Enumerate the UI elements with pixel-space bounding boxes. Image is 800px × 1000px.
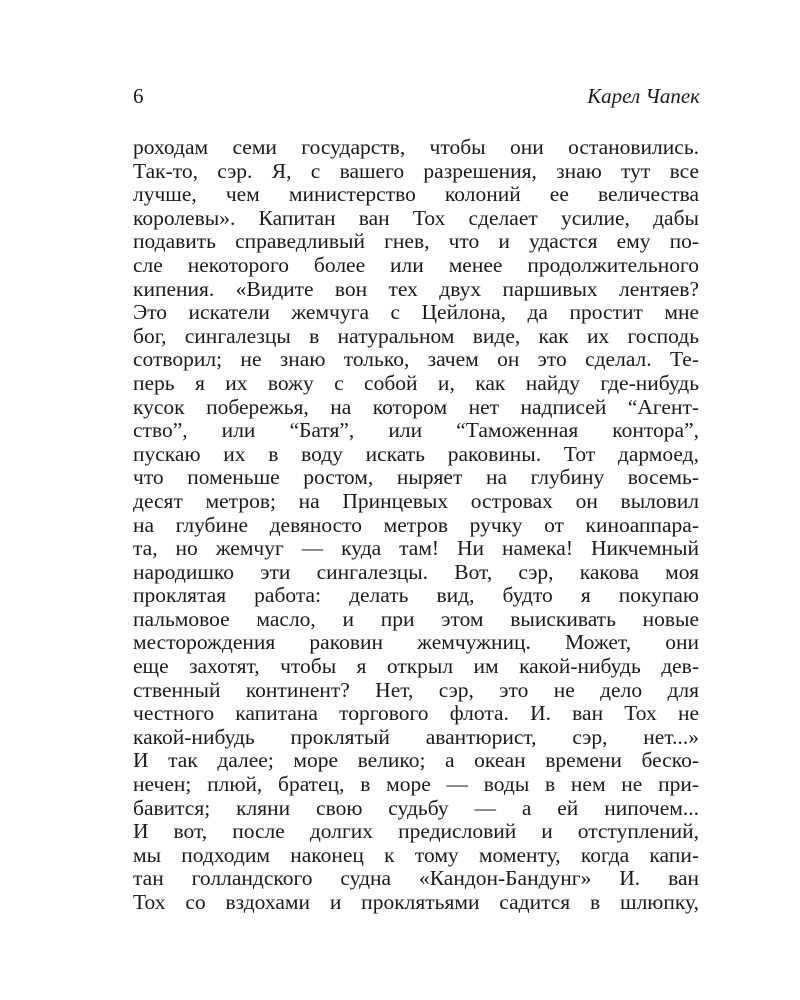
text-line: десят метров; на Принцевых островах он выловил	[133, 488, 699, 513]
text-line: та, но жемчуг — куда там! Ни намека! Никчемный	[133, 536, 699, 561]
text-line: на глубине девяносто метров ручку от киноаппара-	[133, 512, 699, 537]
text-line: бог, сингалезцы в натуральном виде, как их господь	[133, 323, 699, 348]
text-line: королевы». Капитан ван Тох сделает усилие, дабы	[133, 205, 699, 230]
text-line: кипения. «Видите вон тех двух паршивых лентяев?	[133, 276, 699, 301]
text-line: И вот, после долгих предисловий и отступлений,	[133, 819, 699, 844]
text-line: Тох со вздохами и проклятьями садится в шлюпку,	[133, 890, 699, 914]
text-line: лучше, чем министерство колоний ее величества	[133, 182, 699, 207]
text-line: пальмовое масло, и при этом выискивать новые	[133, 606, 699, 631]
text-line: проклятая работа: делать вид, будто я покупаю	[133, 583, 699, 608]
text-line: пускаю их в воду искать раковины. Тот дармоед,	[133, 441, 699, 466]
text-line: что поменьше ростом, ныряет на глубину восемь-	[133, 465, 699, 490]
running-head-author: Карел Чапек	[587, 84, 700, 108]
text-line: мы подходим наконец к тому моменту, когда капи-	[133, 842, 699, 867]
text-line: Это искатели жемчуга с Цейлона, да простит мне	[133, 300, 699, 325]
text-line: роходам семи государств, чтобы они остановились.	[133, 135, 699, 159]
text-line: И так далее; море велико; а океан времени беско-	[133, 748, 699, 773]
text-line: народишко эти сингалезцы. Вот, сэр, какова моя	[133, 559, 699, 584]
text-line: бавится; кляни свою судьбу — а ей нипочем...	[133, 795, 699, 820]
text-line: еще захотят, чтобы я открыл им какой-нибудь дев-	[133, 654, 699, 679]
text-line: тан голландского судна «Кандон-Бандунг» И. ван	[133, 866, 699, 891]
text-line: сле некоторого более или менее продолжительного	[133, 252, 699, 277]
text-line: кусок побережья, на котором нет надписей “Агент-	[133, 394, 699, 419]
text-line: сотворил; не знаю только, зачем он это сделал. Те-	[133, 347, 699, 372]
text-line: Так-то, сэр. Я, с вашего разрешения, знаю тут все	[133, 158, 699, 183]
text-line: ственный континент? Нет, сэр, это не дело для	[133, 677, 699, 702]
text-line: честного капитана торгового флота. И. ван Тох не	[133, 701, 699, 726]
text-line: нечен; плюй, братец, в море — воды в нем не при-	[133, 772, 699, 797]
page-header	[133, 84, 700, 114]
page-number: 6	[133, 84, 144, 108]
text-line: месторождения раковин жемчужниц. Может, они	[133, 630, 699, 655]
text-line: какой-нибудь проклятый авантюрист, сэр, нет...»	[133, 724, 699, 749]
text-line: подавить справедливый гнев, что и удастся ему по-	[133, 229, 699, 254]
text-line: ство”, или “Батя”, или “Таможенная контора”,	[133, 418, 699, 443]
body-text	[133, 136, 699, 915]
text-line: перь я их вожу с собой и, как найду где-нибудь	[133, 370, 699, 395]
